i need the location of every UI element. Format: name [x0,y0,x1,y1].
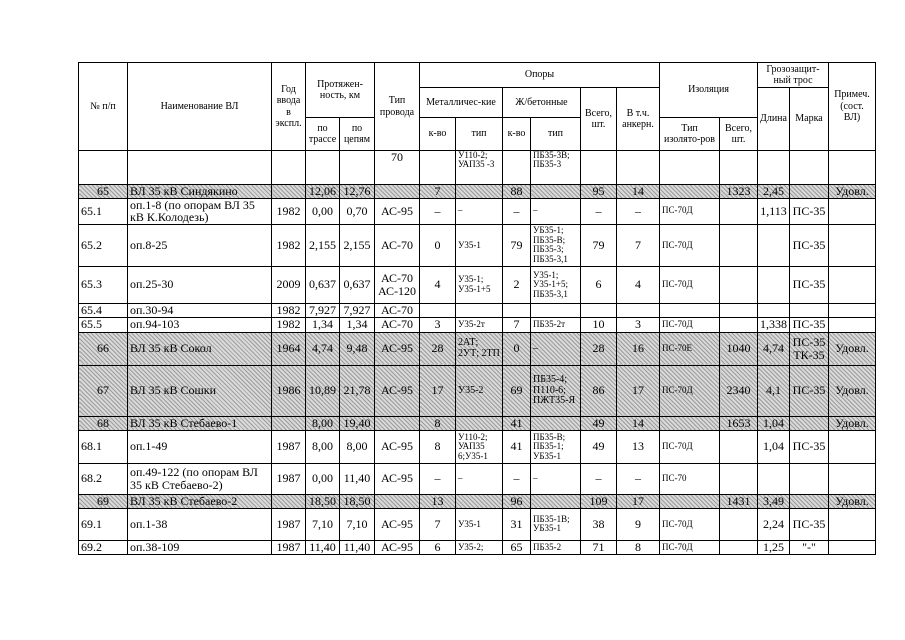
cell-num: 67 [79,365,128,416]
table-group-row [79,365,876,416]
cell-note [829,151,876,185]
cell-wire [375,416,420,430]
cell-mtype: 2АТ; 2УТ; 2ТП [456,332,503,365]
cell-gwlen: 1,338 [758,317,790,332]
header-metal: Металличес-кие [420,88,503,118]
cell-ins: ПС-70Д [660,317,720,332]
cell-instotal [720,317,758,332]
cell-num: 69.2 [79,540,128,554]
cell-mtype: У110-2; УАП35 -3 [456,151,503,185]
cell-gwbrand [790,463,829,494]
cell-ins: ПС-70Е [660,332,720,365]
cell-mcnt: 3 [420,317,456,332]
cell-note [829,540,876,554]
cell-ins [660,151,720,185]
cell-num: 65.2 [79,224,128,266]
cell-year: 1987 [272,463,306,494]
cell-total [581,303,617,317]
cell-ctype [531,185,581,199]
cell-instotal [720,198,758,224]
cell-gwlen: 2,45 [758,185,790,199]
cell-ccnt: 88 [503,185,531,199]
cell-name: оп.94-103 [128,317,272,332]
cell-mcnt [420,303,456,317]
cell-num: 68.2 [79,463,128,494]
cell-name: оп.1-8 (по опорам ВЛ 35 кВ К.Колодезь) [128,198,272,224]
cell-ccnt: 7 [503,317,531,332]
cell-gwlen: 1,113 [758,198,790,224]
cell-year: 1987 [272,508,306,540]
header-name: Наименование ВЛ [128,63,272,151]
cell-instotal [720,151,758,185]
cell-gwbrand [790,185,829,199]
cell-circ: 1,34 [340,317,375,332]
cell-route: 0,00 [306,463,340,494]
cell-note: Удовл. [829,416,876,430]
cell-year: 2009 [272,266,306,303]
cell-ccnt: 0 [503,332,531,365]
table-group-row [79,332,876,365]
header-ins-type: Тип изолято-ров [660,118,720,151]
cell-circ: 18,50 [340,494,375,508]
cell-total: 49 [581,416,617,430]
cell-instotal [720,540,758,554]
cell-name [128,151,272,185]
cell-anchor: 17 [617,365,660,416]
cell-mtype: У35-2т [456,317,503,332]
cell-mtype: У35-1 [456,508,503,540]
cell-gwbrand: ПС-35 [790,508,829,540]
cell-ins [660,494,720,508]
cell-note: Удовл. [829,365,876,416]
cell-total: – [581,198,617,224]
cell-mtype [456,416,503,430]
cell-gwbrand: ПС-35 [790,224,829,266]
cell-route: 4,74 [306,332,340,365]
cell-anchor: – [617,463,660,494]
cell-ins: ПС-70 [660,463,720,494]
cell-note: Удовл. [829,332,876,365]
header-ground-wire: Грозозащит-ный трос [758,63,829,88]
cell-wire [375,494,420,508]
header-metal-type: тип [456,118,503,151]
cell-ins: ПС-70Д [660,365,720,416]
cell-route: 0,637 [306,266,340,303]
cell-num: 65.4 [79,303,128,317]
cell-ccnt: – [503,463,531,494]
cell-mtype: У35-1; У35-1+5 [456,266,503,303]
cell-ins: ПС-70Д [660,508,720,540]
cell-mtype: – [456,463,503,494]
cell-ctype: ПБ35-1В; УБ35-1 [531,508,581,540]
cell-ctype: ПБ35-4; П110-6; ПЖТ35-Я [531,365,581,416]
cell-num: 65.3 [79,266,128,303]
cell-gwbrand: ПС-35 [790,365,829,416]
cell-wire: АС-95 [375,430,420,463]
cell-ctype [531,303,581,317]
cell-total: 95 [581,185,617,199]
cell-ccnt: 2 [503,266,531,303]
cell-instotal [720,430,758,463]
cell-total: 86 [581,365,617,416]
cell-year [272,185,306,199]
cell-note [829,303,876,317]
cell-circ: 12,76 [340,185,375,199]
cell-num [79,151,128,185]
table-group-row [79,494,876,508]
header-gw-brand: Марка [790,88,829,151]
header-concrete: Ж/бетонные [503,88,581,118]
cell-ctype: – [531,198,581,224]
cell-circ: 0,70 [340,198,375,224]
cell-year: 1987 [272,430,306,463]
cell-gwbrand: ПС-35 [790,317,829,332]
header-concrete-type: тип [531,118,581,151]
cell-gwlen: 2,24 [758,508,790,540]
cell-anchor: 17 [617,494,660,508]
cell-year [272,494,306,508]
cell-ccnt: 79 [503,224,531,266]
cell-note [829,430,876,463]
table-row [79,540,876,554]
cell-ctype: – [531,332,581,365]
cell-ctype: У35-1; У35-1+5; ПБ35-3,1 [531,266,581,303]
cell-ccnt [503,151,531,185]
cell-name: оп.49-122 (по опорам ВЛ 35 кВ Стебаево-2) [128,463,272,494]
cell-route: 11,40 [306,540,340,554]
cell-gwlen [758,303,790,317]
cell-route [306,151,340,185]
cell-circ: 9,48 [340,332,375,365]
cell-gwbrand: ПС-35 [790,198,829,224]
cell-wire: АС-95 [375,198,420,224]
table-row [79,430,876,463]
cell-instotal [720,224,758,266]
cell-route: 12,06 [306,185,340,199]
header-length: Протяжен-ность, км [306,63,375,118]
cell-year: 1982 [272,224,306,266]
cell-mtype [456,185,503,199]
table-row [79,303,876,317]
cell-mcnt [420,151,456,185]
cell-name: оп.38-109 [128,540,272,554]
cell-mcnt: – [420,463,456,494]
cell-wire: АС-95 [375,508,420,540]
cell-mcnt: 17 [420,365,456,416]
cell-ccnt: 69 [503,365,531,416]
cell-name: оп.30-94 [128,303,272,317]
cell-anchor: 14 [617,185,660,199]
cell-anchor: – [617,198,660,224]
cell-name: оп.1-38 [128,508,272,540]
header-num: № п/п [79,63,128,151]
cell-gwbrand: ПС-35 ТК-35 [790,332,829,365]
cell-circ: 2,155 [340,224,375,266]
cell-year: 1987 [272,540,306,554]
table-row [79,151,876,185]
cell-note [829,198,876,224]
cell-wire: АС-70 [375,317,420,332]
cell-mtype: У110-2; УАП35 6;У35-1 [456,430,503,463]
cell-ins: ПС-70Д [660,540,720,554]
cell-wire: АС-95 [375,463,420,494]
cell-ccnt [503,303,531,317]
cell-gwlen: 1,04 [758,416,790,430]
cell-anchor: 3 [617,317,660,332]
cell-ccnt: 41 [503,416,531,430]
cell-mcnt: 28 [420,332,456,365]
table-row [79,463,876,494]
table-row [79,224,876,266]
cell-ctype [531,494,581,508]
cell-gwlen: 1,25 [758,540,790,554]
cell-num: 68.1 [79,430,128,463]
cell-wire: 70 [375,151,420,185]
cell-anchor [617,303,660,317]
cell-ccnt: 65 [503,540,531,554]
cell-wire: АС-95 [375,365,420,416]
table-row [79,198,876,224]
cell-wire: АС-70 АС-120 [375,266,420,303]
header-gw-length: Длина [758,88,790,151]
cell-ctype: ПБ35-В; ПБ35-1; УБ35-1 [531,430,581,463]
cell-gwbrand: ПС-35 [790,266,829,303]
header-total: Всего, шт. [581,88,617,151]
cell-wire: АС-95 [375,540,420,554]
cell-gwlen: 4,74 [758,332,790,365]
cell-note [829,463,876,494]
cell-route: 7,927 [306,303,340,317]
cell-ctype: – [531,463,581,494]
cell-route: 0,00 [306,198,340,224]
cell-wire: АС-70 [375,303,420,317]
cell-circ: 7,927 [340,303,375,317]
cell-total [581,151,617,185]
cell-circ [340,151,375,185]
cell-name: оп.8-25 [128,224,272,266]
cell-mcnt: 4 [420,266,456,303]
cell-gwlen: 1,04 [758,430,790,463]
cell-num: 68 [79,416,128,430]
cell-gwlen: 3,49 [758,494,790,508]
cell-circ: 7,10 [340,508,375,540]
cell-ins: ПС-70Д [660,430,720,463]
cell-num: 65 [79,185,128,199]
cell-total: 49 [581,430,617,463]
cell-instotal: 1653 [720,416,758,430]
cell-mcnt: – [420,198,456,224]
cell-gwbrand [790,303,829,317]
table-group-row [79,416,876,430]
cell-route: 1,34 [306,317,340,332]
cell-name: ВЛ 35 кВ Сошки [128,365,272,416]
header-anchor: В т.ч. анкерн. [617,88,660,151]
cell-note [829,224,876,266]
cell-year: 1964 [272,332,306,365]
cell-ins [660,416,720,430]
cell-ccnt: – [503,198,531,224]
cell-num: 66 [79,332,128,365]
table-group-row [79,185,876,199]
cell-ccnt: 41 [503,430,531,463]
cell-gwbrand [790,416,829,430]
cell-num: 69.1 [79,508,128,540]
cell-ccnt: 96 [503,494,531,508]
header-metal-count: к-во [420,118,456,151]
cell-mcnt: 8 [420,430,456,463]
header-length-circuit: по цепям [340,118,375,151]
cell-num: 69 [79,494,128,508]
cell-mcnt: 13 [420,494,456,508]
cell-route: 10,89 [306,365,340,416]
cell-mtype: – [456,198,503,224]
cell-ins: ПС-70Д [660,266,720,303]
table-row [79,266,876,303]
cell-total: – [581,463,617,494]
cell-mtype [456,494,503,508]
cell-ctype [531,416,581,430]
cell-gwbrand: ПС-35 [790,430,829,463]
cell-instotal: 1040 [720,332,758,365]
cell-note: Удовл. [829,185,876,199]
cell-route: 8,00 [306,416,340,430]
cell-anchor: 4 [617,266,660,303]
header-note: Примеч. (сост. ВЛ) [829,63,876,151]
cell-note [829,508,876,540]
cell-name: оп.25-30 [128,266,272,303]
cell-anchor: 8 [617,540,660,554]
cell-anchor: 7 [617,224,660,266]
cell-total: 38 [581,508,617,540]
cell-ins: ПС-70Д [660,224,720,266]
cell-wire: АС-95 [375,332,420,365]
cell-ins: ПС-70Д [660,198,720,224]
cell-gwbrand [790,494,829,508]
cell-ccnt: 31 [503,508,531,540]
cell-anchor: 9 [617,508,660,540]
cell-mcnt: 6 [420,540,456,554]
cell-note [829,317,876,332]
header-supports: Опоры [420,63,660,88]
cell-instotal [720,266,758,303]
cell-year [272,416,306,430]
cell-mcnt: 7 [420,185,456,199]
cell-name: оп.1-49 [128,430,272,463]
cell-gwlen [758,266,790,303]
cell-circ: 8,00 [340,430,375,463]
cell-mcnt: 8 [420,416,456,430]
cell-name: ВЛ 35 кВ Стебаево-2 [128,494,272,508]
cell-total: 6 [581,266,617,303]
cell-route: 7,10 [306,508,340,540]
cell-circ: 21,78 [340,365,375,416]
cell-anchor: 14 [617,416,660,430]
cell-mcnt: 7 [420,508,456,540]
cell-mtype: У35-2 [456,365,503,416]
cell-mcnt: 0 [420,224,456,266]
cell-year: 1986 [272,365,306,416]
cell-anchor: 13 [617,430,660,463]
cell-route: 2,155 [306,224,340,266]
header-ins-total: Всего, шт. [720,118,758,151]
cell-year: 1982 [272,317,306,332]
cell-mtype: У35-2; [456,540,503,554]
cell-route: 8,00 [306,430,340,463]
cell-ins [660,303,720,317]
cell-circ: 11,40 [340,540,375,554]
cell-gwlen [758,463,790,494]
cell-num: 65.1 [79,198,128,224]
cell-name: ВЛ 35 кВ Синдякино [128,185,272,199]
cell-total: 71 [581,540,617,554]
cell-wire: АС-70 [375,224,420,266]
cell-ctype: ПБ35-3В; ПБ35-3 [531,151,581,185]
cell-circ: 0,637 [340,266,375,303]
cell-mtype: У35-1 [456,224,503,266]
cell-total: 28 [581,332,617,365]
cell-circ: 19,40 [340,416,375,430]
cell-total: 79 [581,224,617,266]
cell-year: 1982 [272,198,306,224]
cell-wire [375,185,420,199]
cell-gwlen [758,151,790,185]
cell-gwbrand: "-" [790,540,829,554]
table-row [79,508,876,540]
cell-instotal: 2340 [720,365,758,416]
cell-instotal [720,463,758,494]
cell-note: Удовл. [829,494,876,508]
cell-instotal [720,508,758,540]
header-wire-type: Тип провода [375,63,420,151]
cell-note [829,266,876,303]
cell-gwbrand [790,151,829,185]
cell-mtype [456,303,503,317]
cell-anchor: 16 [617,332,660,365]
header-concrete-count: к-во [503,118,531,151]
cell-year [272,151,306,185]
cell-total: 109 [581,494,617,508]
cell-instotal: 1431 [720,494,758,508]
power-lines-table [78,62,876,555]
cell-gwlen: 4,1 [758,365,790,416]
cell-anchor [617,151,660,185]
cell-route: 18,50 [306,494,340,508]
cell-name: ВЛ 35 кВ Стебаево-1 [128,416,272,430]
cell-ctype: ПБ35-2т [531,317,581,332]
cell-num: 65.5 [79,317,128,332]
cell-instotal [720,303,758,317]
cell-year: 1982 [272,303,306,317]
cell-ins [660,185,720,199]
cell-ctype: ПБ35-2 [531,540,581,554]
table-row [79,317,876,332]
cell-gwlen [758,224,790,266]
cell-total: 10 [581,317,617,332]
cell-name: ВЛ 35 кВ Сокол [128,332,272,365]
header-length-route: по трассе [306,118,340,151]
cell-instotal: 1323 [720,185,758,199]
header-year: Год ввода в экспл. [272,63,306,151]
header-insulation: Изоляция [660,63,758,118]
cell-circ: 11,40 [340,463,375,494]
cell-ctype: УБ35-1; ПБ35-В; ПБ35-3; ПБ35-3,1 [531,224,581,266]
